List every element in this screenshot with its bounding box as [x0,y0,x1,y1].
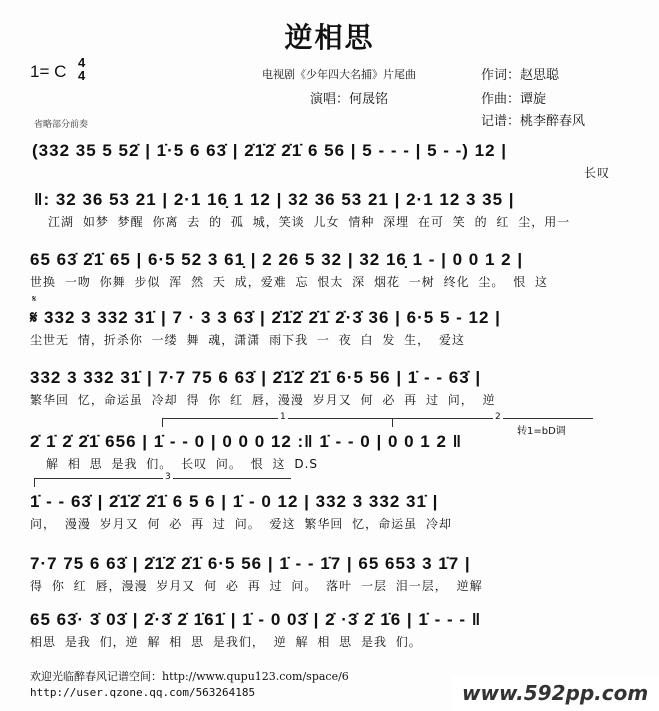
score-row-9 [0,606,659,666]
music-line: 7·7 75 6 63̇ | 2̇1̇2̇ 2̇1̇ 6·5 56 | 1̇ - - 1̇7 | 65 653 3 1̇7 | [30,554,471,573]
score-row-7 [0,472,659,548]
score-row-2 [0,186,659,246]
song-title: 逆相思 [284,21,375,54]
singer: 演唱：何晟铭 [310,92,389,107]
music-line: 1̇ - - 63̇ | 2̇1̇2̇ 2̇1̇ 6 5 6 | 1̇ - 0 12 | 332 3 332 31̇ | [30,492,439,511]
lyric-line: 解 相 思 是我 们。 长叹 问。 恨 这 D.S [46,457,319,471]
composer: 作曲：谭旋 [481,92,547,107]
key-change-note: 转1=bD调 [517,426,566,437]
lyric-line: 尘世无 情，折杀你 一缕 舞 魂，潇潇 雨下我 一 夜 白 发 生， 爱这 [30,333,465,347]
music-line: 65 63̇ 2̇1̇ 65 | 6·5 52 3 61̣ | 2 26 5 32 | 32 16̣ 1 - | 0 0 1 2 | [30,250,524,269]
volta-number: 2 [495,412,501,422]
volta-number: 3 [165,472,171,482]
lyric-line: 江湖 如梦 梦醒 你离 去 的 孤 城，笑谈 儿女 情种 深埋 在可 笑 的 红 尘，用一 [48,215,571,229]
transcriber: 记谱：桃李醉春风 [481,114,586,129]
score-row-8 [0,550,659,610]
music-line: ‖: 32 36 53 21 | 2·1 16̣ 1 12 | 32 36 53 21 | 2·1 12 3 35 | [34,190,515,209]
music-line: 2̇ 1̇ 2̇ 2̇1̇ 656 | 1̇ - - 0 | 0 0 0 12 :‖ 1̇ - - 0 | 0 0 1 2 ‖ [30,432,463,451]
site-watermark: www.592pp.com [452,675,659,711]
key-signature: 1= C [30,62,67,81]
time-signature-bottom: 4 [78,68,86,83]
lyric-line: 繁华回 忆，命运虽 冷却 得 你 红 唇，漫漫 岁月又 何 必 再 过 问， 逆 [30,393,496,407]
footer-welcome-link[interactable]: 欢迎光临醉春风记谱空间：http://www.qupu123.com/space/6 [30,670,349,683]
music-line: 𝄋 332 3 332 31̇ | 7 · 3 3 63̇ | 2̇1̇2̇ 2̇1̇ 2̇·3̇ 36 | 6·5 5 - 12 | [30,308,501,327]
song-source: 电视剧《少年四大名捕》片尾曲 [262,68,416,81]
volta-number: 1 [280,412,286,422]
lyric-line: 问， 漫漫 岁月又 何 必 再 过 问。 爱这 繁华回 忆，命运虽 冷却 [30,517,452,531]
footer-qzone-link[interactable]: http://user.qzone.qq.com/563264185 [30,686,256,699]
volta-bracket-3 [34,472,291,487]
lyricist: 作词：赵思聪 [481,68,560,83]
music-line: 332 3 332 31̇ | 7·7 75 6 63̇ | 2̇1̇2̇ 2̇1̇ 6·5 56 | 1̇ - - 63̇ | [30,368,482,387]
lyric-line: 长叹 [584,166,611,180]
prelude-note: 省略部分前奏 [34,120,89,130]
music-line: (332 35 5 52̇ | 1̇·5 6 63̇ | 2̇1̇2̇ 2̇1̇ 6 56 | 5 - - - | 5 - -) 12 | [32,141,508,160]
score-row-3 [0,246,659,306]
time-signature-top: 4 [78,55,86,70]
time-signature [78,56,85,82]
lyric-line: 相思 是我 们，逆 解 相 思 是我们， 逆 解 相 思 是我 们。 [30,635,422,649]
music-line: 65 63̇· 3̇ 03̇ | 2̇·3̇ 2̇ 1̇61̇ | 1̇ - 0 03̇ | 2̇ ·3̇ 2̇ 1̇6 | 1̇ - - - ‖ [30,610,482,629]
segno-icon: 𝄋 [32,294,37,305]
lyric-line: 得 你 红 唇，漫漫 岁月又 何 必 再 过 问。 落叶 一层 泪一层， 逆解 [30,579,483,593]
score-row-4 [0,294,659,364]
volta-bracket-1 [162,412,393,427]
lyric-line: 世换 一吻 你舞 步似 浑 然 天 成，爱难 忘 恨太 深 烟花 一树 终化 尘。 恨 这 [30,275,549,289]
score-row-5 [0,364,659,424]
